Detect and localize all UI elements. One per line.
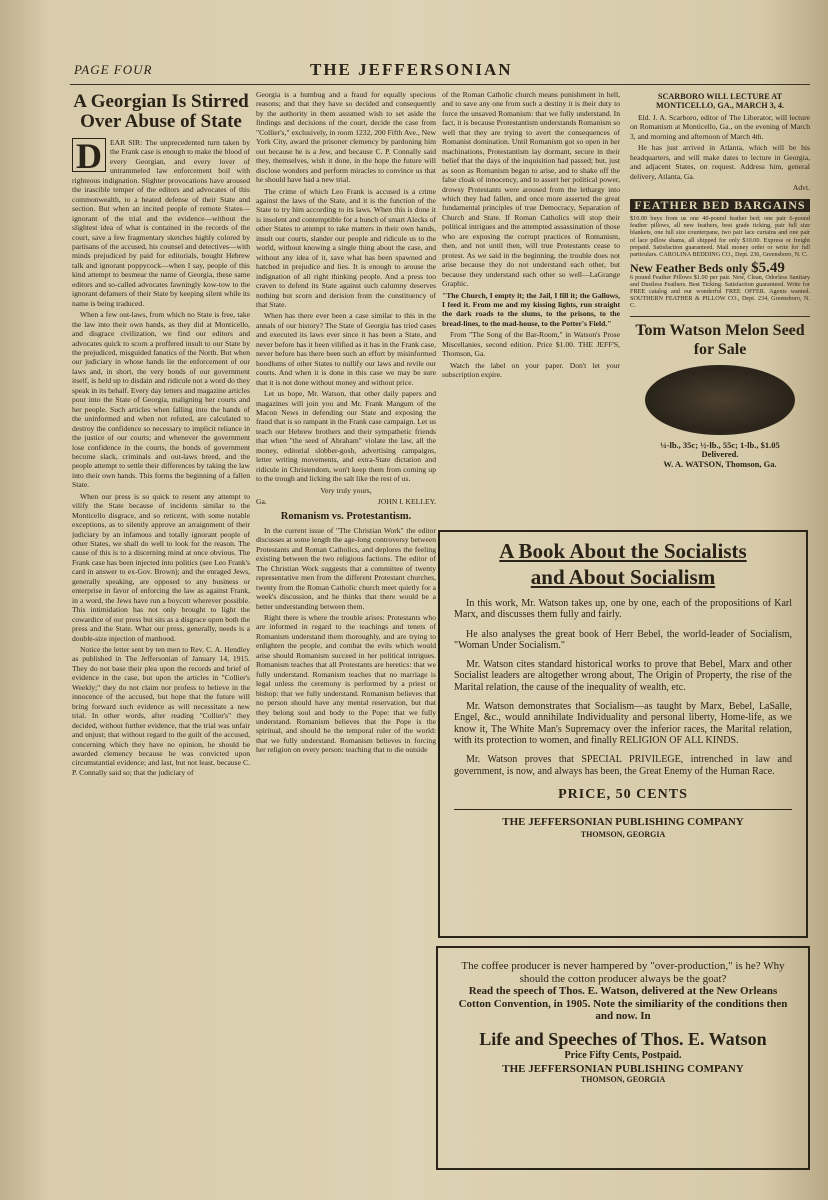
column-1 <box>72 90 250 1170</box>
article-paragraph: In the current issue of "The Christian Work" the editor discusses at some length the age-long controversy between Protestants and Roman Catholics, and deplores the feeling existing between the two religious factions. The editor of The Christian Work suggests that a committee of twenty representative men from the different Protestant churches, twenty from the Roman Catholic church meet quietly for a week's discussion, and he thinks that there would be a better understanding between them. <box>256 525 436 611</box>
book-paragraph: Mr. Watson proves that SPECIAL PRIVILEGE, intrenched in law and government, is now, and always has been, the Great Enemy of the Human Race. <box>454 754 792 777</box>
book-paragraph: Mr. Watson cites standard historical works to prove that Bebel, Marx and other Socialist leaders are altogether wrong about, The Origin of Property, the rise of the Marital relation, the cause of the inequality of wealth, etc. <box>454 659 792 693</box>
speeches-intro: The coffee producer is never hampered by "over-production," is he? Why should the cotton producer always be the goat? <box>461 960 785 985</box>
article-paragraph: When a few out-laws, from which no State is free, take the law into their own hands, as they did at Monticello, and disgrace civilization, we find our editors and advocates quick to scorn a proffered insult to our State by the prejudiced, misguided fanatics of the North. But when our judiciary in whose hands lie the enforcement of our laws and, in short, the very bonds of our government itself, is held up to disdain and ridicule not a word do they speak in its behalf. Every day letters and magazine articles pour into the State of Georgia, maligning her courts and her people. Such articles when falling into the hands of the uninformed and when not refuted, are calculated to destroy the confidence so necessary to implicit reliance in the justice of our courts; and whenever the government lose confidence in the courts, the bonds of government become slack, criminals and out-laws breed, and the people attempt to settle their differences by taking the law into their own hands. This forms the beginning of a fallen State. <box>72 310 250 490</box>
article-paragraph: Right there is where the trouble arises: Protestants who are informed in regard to the teachings and tenets of Romanism understand them thoroughly, and are trying to enlighten the people, and combat the evils which would arise should Romanism succeed in her political intrigues. Romanism teaches that all Protestants are heretics: that we fully understand. Romanism teaches that no marriage is legal unless the ceremony is performed by a priest or bishop: that we fully understand. Romanism believes that no person should have any mental reservation, but that they belong soul and body to the Pope: that we fully understand. Romanism believes that the Pope is the spiritual, and should be the temporal ruler of the world: that we fully understand. Romanism believes in forcing her religion on every person: teaching that to die outside <box>256 613 436 755</box>
speeches-publisher: THE JEFFERSONIAN PUBLISHING COMPANY <box>502 1062 744 1075</box>
bar-room-quote: "The Church, I empty it; the Jail, I fill it; the Gallows, I feed it. From me and my kissing lights, run straight the dark roads to the slums, to the prisons, to the bread-lines, to the mad-house, to the Potter's Field." <box>442 290 620 328</box>
article-paragraph: When our press is so quick to resent any attempt to vilify the State because of incidents similar to the Monticello disgrace, and so reticent, with some notable exceptions, as to silently approve an arraignment of their judiciary by an infamous and totally ignorant people of other States, we shall do well to look for the reason. The cause of this is to a discerning mind at once obvious. The Frank case has been injected into politics (see Leo Frank's card in answer to ex-Gov. Brown); and the enraged Jews, generally speaking, are opposed to any business or enterprise in favor of enforcing the law as against Frank, in a word, the Jews have run a boycott wherever possible. This intimidation has not only brought to light the cowardice of our press but sits as a disgrace upon both the press and the State. What our press, generally, needs is a double-size injection of manhood. <box>72 491 250 643</box>
article-paragraph: of the Roman Catholic church means punishment in hell, and to save any one from such a destiny it is their duty to force the unsaved Romanism: that we fully understand. In fact, it is because Protestantism understands Romanism so well that they are trying to avert the consequences of Romanist domination. Until Romanism got so open in her machinations, Protestantism lay dormant, secure in their belief that the days of the inquisition had passed; but, just as soon as Romanism began to arise, and to shake off the false cloak of innocency, and to assert her political power, drowsy Protestants were aroused from the lethargy into which they had fallen, and once more asserted the great fundamental principles of true Democracy, Separation of Church and State. If Roman Catholics will stop their political intrigues and the attempted assassination of those who are exposing the corrupt practices of Romanism, then, and not until then, will true Protestants cease to protest. As we said in the beginning, the trouble does not arise because they do not understand each other, but because they understand each other so well—LaGrange Graphic. <box>442 90 620 289</box>
column-4 <box>630 90 810 520</box>
feather-beds-text: 6 pound Feather Pillows $1.00 per pair. New, Clean, Odorless Sanitary and Dustless Feathers. Best Ticking. Satisfaction guaranteed. Write for FREE catalog and our wonderful FREE OFFER. Agents wanted. SOUTHERN FEATHER & PILLOW CO., Dept. 234, Greensboro, N. C. <box>630 273 810 310</box>
article-headline: Romanism vs. Protestantism. <box>280 511 412 523</box>
masthead: THE JEFFERSONIAN <box>310 60 513 79</box>
book-title-line-1: A Book About the Socialists <box>499 539 747 563</box>
book-paragraph: He also analyses the great book of Herr Bebel, the world-leader of Socialism, "Woman Under Socialism." <box>454 628 792 651</box>
lecture-body: Eld. J. A. Scarboro, editor of The Liberator, will lecture on Romanism at Monticello, Ga., on the evening of March 3, and morning and afternoon of March 4th. <box>630 112 810 141</box>
book-price: PRICE, 50 CENTS <box>558 786 688 802</box>
melon-title: Tom Watson Melon Seed for Sale <box>635 321 805 358</box>
speeches-read: Read the speech of Thos. E. Watson, delivered at the New Orleans Cotton Convention, in 1905. Note the similiarity of the conditions then and now. In <box>458 985 788 1022</box>
drop-cap: D <box>72 138 106 172</box>
article-headline: A Georgian Is Stirred Over Abuse of State <box>73 91 249 132</box>
article-paragraph: When has there ever been a case similar to this in the annals of our history? The State of Georgia has tried cases and executed its laws ever since it has been a State, and never before has it been vilified as it has in the Frank case, never before has there been such an effort by misinformed hoodlums of other States to nullify our laws and revile our courts. And when it is done in this case we may be sure that it is not done without money and without price. <box>256 311 436 387</box>
watermelon-image <box>645 365 795 435</box>
advt-label: Advt. <box>792 183 810 193</box>
book-publisher: THE JEFFERSONIAN PUBLISHING COMPANY <box>454 809 792 828</box>
feather-bed-banner: FEATHER BED BARGAINS <box>630 199 810 212</box>
page-header <box>70 60 810 85</box>
melon-ad <box>630 316 810 469</box>
page-number: PAGE FOUR <box>74 62 153 77</box>
speeches-price: Price Fifty Cents, Postpaid. <box>564 1049 682 1061</box>
melon-seller: W. A. WATSON, Thomson, Ga. <box>663 458 777 469</box>
melon-delivered: Delivered. <box>701 449 739 460</box>
signature-state: Ga. <box>256 497 267 507</box>
book-town: THOMSON, GEORGIA <box>580 829 666 839</box>
feather-beds-price: $5.49 <box>751 260 785 277</box>
speeches-book-ad <box>436 946 810 1170</box>
book-title-line-2: and About Socialism <box>530 565 716 589</box>
column-3 <box>442 90 620 520</box>
article-paragraph: Georgia is a humbug and a fraud for equally specious reasons; and that they have so decided and consequently by the authority in them assumed wish to set aside the findings and decisions of the court, decide the case from "Collier's," exclusively, in room 1232, 200 Fifth Ave., New York City, award the prisoner clemency by pardoning him out because he is a Jew, and because C. P. Connally said they, themselves, wish it done, in the hope the future will disclose wonders and perform miracles to convince us that he should have had a new trial. <box>256 90 436 185</box>
book-paragraph: In this work, Mr. Watson takes up, one by one, each of the propositions of Karl Marx, and discusses them fully and fairly. <box>454 598 792 621</box>
first-paragraph-text: EAR SIR: The unprecedented turn taken by the Frank case is enough to make the blood of every Georgian, and every lover of untrammeled law enforcement boil with righteous indignation. Slighter provocations have aroused the irascible temper of the editors and advocates of this commonwealth, to a heated defense of their State and section. But when an incited people of remote States—ignorant of the trial and the evidence—without the slightest idea of what is contained in the records of the court, save a few fragmentary sketches highly colored by partisans of the accused, his counsel and detectives—with minds prejudiced by paid for editorials, bought Hebrew talk and ignorant poppycock—when I say, people of this kind attempt to besmear the name of Georgia, these same editors and so-called advocates fawningly kow-tow to the ignorant defamers of their State by keeping silent while its name is being traduced. <box>72 138 250 308</box>
subscription-notice: Watch the label on your paper. Don't let your subscription expire. <box>442 360 620 380</box>
feather-beds-label: New Feather Beds only <box>630 261 749 276</box>
article-paragraph: The crime of which Leo Frank is accused is a crime against the laws of the State, and it is the function of the State to try him according to its laws. When this is done it is insolent and contemptible for a bunch of smart Alecks of other States to attempt to take matters in their own hands, insult our courts, slander our people and ridicule us to the world, without knowing a single thing about the case, and without any idea of it, save what has been spawned and hatched in prejudice and lies. It is enough to arouse the indignation of all right thinking people. And a press too craven to defend its State against such calumny deserves nothing but scorn and derision from the constituency of that State. <box>256 186 436 309</box>
article-paragraph: Let us hope, Mr. Watson, that other daily papers and magazines will join you and Mr. Frank Mangum of the Macon News in defending our State and exposing the fraud that is so rampant in the Frank case campaign. Let us teach our Hebrew brothers and their sympathetic friends that when "the seed of Abraham" violate the law, all the money, editorial slobber-gosh, advertising campaigns, letter writing movements, and extra-State dictation and ridicule in Christendom, won't keep them from coming up to the trough and licking the salt like the rest of us. <box>256 389 436 484</box>
speeches-town: THOMSON, GEORGIA <box>580 1074 666 1084</box>
letter-signature <box>256 497 436 506</box>
letter-closing: Very truly yours, <box>320 485 372 495</box>
signature-name: JOHN I. KELLEY. <box>377 497 436 507</box>
speeches-title: Life and Speeches of Thos. E. Watson <box>479 1028 767 1049</box>
feather-beds-headline <box>630 260 810 277</box>
lecture-title: SCARBORO WILL LECTURE AT MONTICELLO, GA., MARCH 3, 4. <box>655 92 785 111</box>
melon-prices: ¼-lb., 35c; ½-lb., 55c; 1-lb., $1.05 <box>660 439 780 450</box>
column-2 <box>256 90 436 1170</box>
book-paragraph: Mr. Watson demonstrates that Socialism—as taught by Marx, Bebel, LaSalle, Engel, &c., would annihilate Individuality and personal liberty, Home-life, as we know it, The White Man's Supremacy over the inferior races, the Marital relation, with its protection to women, and finally RELIGION OF ALL KINDS. <box>454 701 792 746</box>
feather-bed-text: $10.00 buys from us one 40-pound feather bed; one pair 6-pound feather pillows, all new feathers, best grade ticking, pair full size blankets, one full size counterpane, two pair lace curtains and one pair of lace pillow shams, all shipped for only $10.00. Express or freight prepaid. Satisfaction guaranteed. Mail money order or write for full particulars. CAROLINA BEDDING CO., Dept. 236, Greensboro, N. C. <box>630 214 810 258</box>
article-paragraph: Notice the letter sent by ten men to Rev. C. A. Hendley as published in The Jeffersonian of January 14, 1915. They do not base their plea upon the records and brief of evidence in the case, but upon the articles in "Collier's Weekly;" they do not claim nor profess to believe in the innocence of the accused, but hope that the future will bring forward such evidence as will necessitate a new trial. In other words, after reading "Collier's" they decided, without further evidence, that the trial was unfair and unjust; that without regard to the guilt of the accused, concerning which they have no opinion, he should be awarded clemency because he was convicted upon circumstantial evidence; and last, but not least, because C. P. Connally said so; that the judiciary of <box>72 645 250 777</box>
book-notice: From "The Song of the Bar-Room," in Watson's Prose Miscellanies, second edition. Price $1.00. THE JEFF'S, Thomson, Ga. <box>442 330 620 359</box>
lecture-body: He has just arrived in Atlanta, which will be his headquarters, and will make dates to lecture in Georgia, and adjacent States, on request. Address him, general delivery, Atlanta, Ga. <box>630 143 810 181</box>
article-paragraph <box>72 138 250 308</box>
socialism-book-ad <box>438 530 808 938</box>
